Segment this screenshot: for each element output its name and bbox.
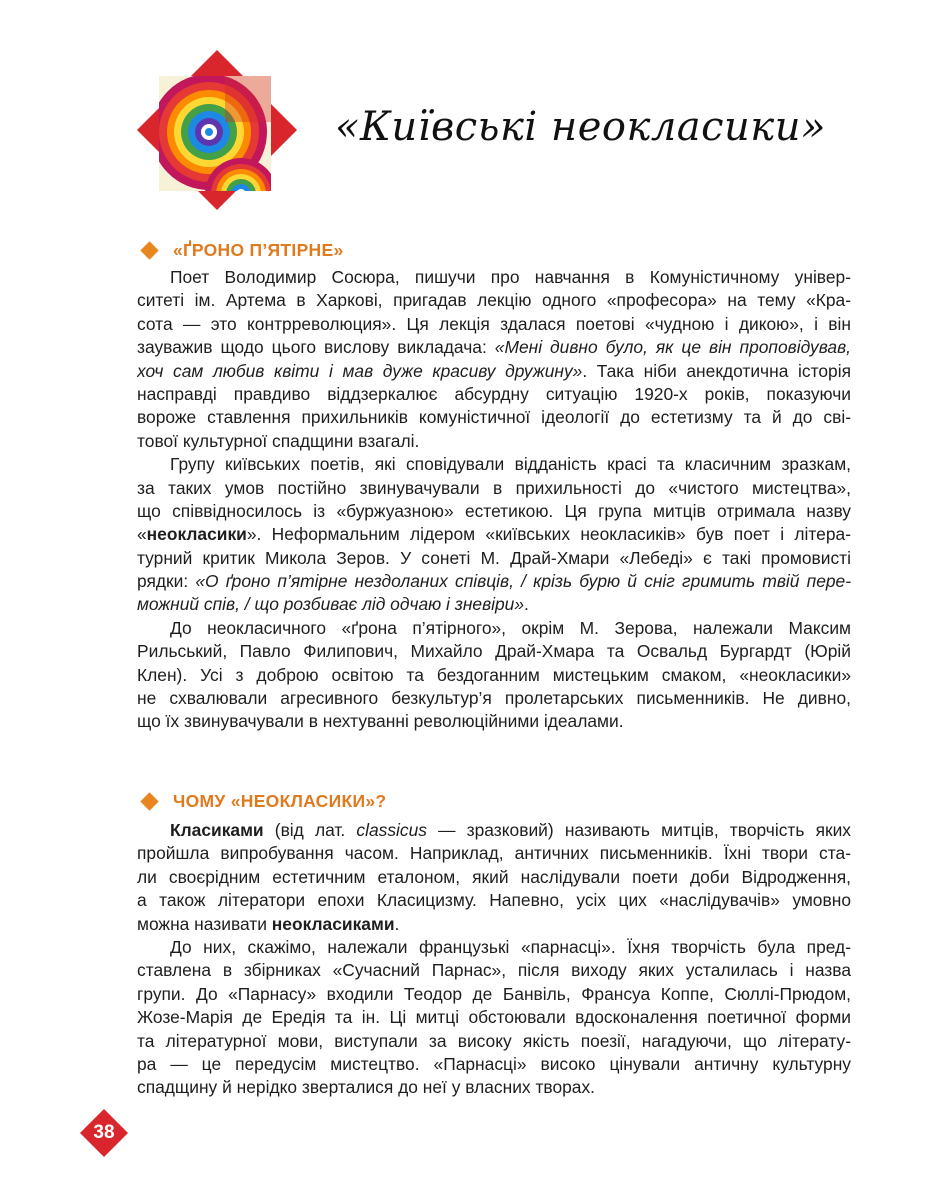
diamond-bullet-icon	[140, 792, 158, 810]
paragraph-line: До них, скажімо, належали французькі «парнасці». Їхня творчість була пред-	[170, 936, 851, 957]
paragraph-line: Класиками (від лат. classicus — зразковий) називають митців, творчість яких	[170, 820, 851, 840]
paragraph-line: не схвалювали агресивного безкультур’я пролетарських письменників. Не дивно,	[137, 688, 851, 709]
paragraph-line: можна називати неокласиками.	[137, 913, 400, 934]
paragraph-line: Клен). Усі з доброю освітою та бездоганним мистецьким смаком, «неокласики»	[137, 664, 851, 685]
paragraph-line: що їх звинувачували в нехтуванні революційними ідеалами.	[137, 711, 624, 732]
paragraph-line: можний спів, / що розбиває лід одчаю і зневіри».	[137, 594, 529, 615]
paragraph-line: спадщину й нерідко зверталися до неї у власних творах.	[137, 1077, 595, 1098]
paragraph-line: ра — це передусім мистецтво. «Парнасці» високо цінували античну культурну	[137, 1053, 851, 1074]
paragraph-line: за таких умов постійно звинувачували в прихильності до «чистого мистецтва»,	[137, 477, 851, 498]
paragraph-line: Рильський, Павло Филипович, Михайло Драй-Хмара та Освальд Бургардт (Юрій	[137, 641, 851, 662]
emblem-icon	[135, 48, 299, 212]
section-title: «ҐРОНО П’ЯТІРНЕ»	[173, 239, 344, 260]
paragraph-line: ситеті ім. Артема в Харкові, пригадав лекцію одного «професора» на тему «Кра-	[137, 290, 851, 311]
section2-body	[137, 819, 851, 1100]
section-heading-grono	[140, 239, 344, 261]
paragraph-line: Групу київських поетів, які сповідували відданість красі та класичним зразкам,	[170, 454, 851, 475]
paragraph-line: зауважив щодо цього вислову викладача: «Мені дивно було, як це він проповідував,	[137, 337, 851, 358]
page-number: 38	[93, 1122, 115, 1143]
section-heading-why-neoclassics	[140, 790, 386, 812]
paragraph-line: рядки: «О ґроно п’ятірне нездоланих співців, / крізь бурю й сніг гримить твій пере-	[137, 571, 851, 592]
paragraph-line: хоч сам любив квіти і мав дуже красиву дружину». Така ніби анекдотична історія	[137, 360, 851, 381]
page-title: «Київські неокласики»	[335, 104, 826, 150]
paragraph-line: вороже ставлення прихильників комуністичної ідеології до естетизму та й до сві-	[137, 407, 851, 428]
paragraph-line: насправді правдиво віддзеркалює абсурдну ситуацію 1920-х років, показуючи	[137, 383, 851, 404]
paragraph-line: «неокласики». Неформальним лідером «київських неокласиків» був поет і літера-	[137, 524, 851, 545]
paragraph-line: турний критик Микола Зеров. У сонеті М. Драй-Хмари «Лебеді» є такі промовисті	[137, 547, 851, 568]
section-title: ЧОМУ «НЕОКЛАСИКИ»?	[173, 790, 387, 811]
paragraph-line: що співвідносилось із «буржуазною» естетикою. Ця група митців отримала назву	[137, 500, 851, 521]
paragraph-line: ставлена в збірниках «Сучасний Парнас», після виходу яких усталилась і назва	[137, 960, 851, 981]
diamond-bullet-icon	[140, 241, 158, 259]
paragraph-line: Жозе-Марія де Ередія та ін. Ці митці обстоювали вдосконалення поетичної форми	[137, 1007, 851, 1028]
paragraph-line: тової культурної спадщини взагалі.	[137, 430, 420, 451]
paragraph-line: До неокласичного «ґрона п’ятірного», окрім М. Зерова, належали Максим	[170, 617, 851, 638]
paragraph-line: ли своєрідним естетичним еталоном, який наслідували поети доби Відродження,	[137, 866, 851, 887]
paragraph-line: та літературної мови, виступали за високу якість поезії, нагадуючи, що літерату-	[137, 1030, 851, 1051]
paragraph-line: групи. До «Парнасу» входили Теодор де Банвіль, Франсуа Коппе, Сюллі-Прюдом,	[137, 983, 851, 1004]
paragraph-line: сота — это контрреволюция». Ця лекція здалася поетові «чудною і дикою», і він	[137, 313, 851, 334]
paragraph-line: пройшла випробування часом. Наприклад, античних письменників. Їхні твори ста-	[137, 843, 851, 864]
paragraph-line: Поет Володимир Сосюра, пишучи про навчання в Комуністичному універ-	[170, 267, 851, 287]
page-number-badge	[80, 1109, 128, 1157]
paragraph-line: а також літератори епохи Класицизму. Напевно, усіх цих «наслідувачів» умовно	[137, 890, 851, 911]
section1-body	[137, 266, 851, 734]
